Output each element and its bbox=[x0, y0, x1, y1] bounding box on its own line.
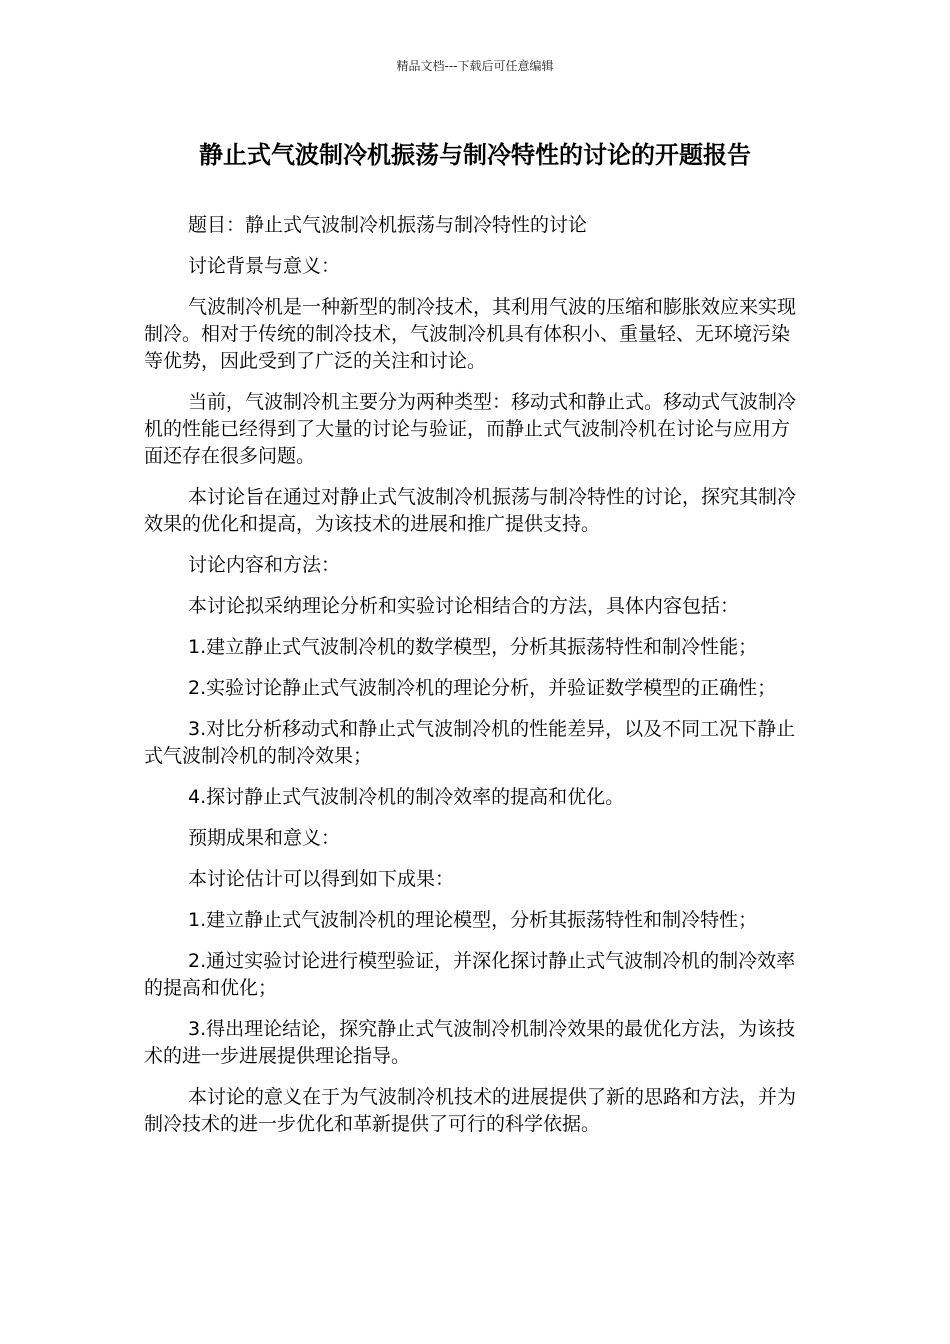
list-item: 3.对比分析移动式和静止式气波制冷机的性能差异，以及不同工况下静止式气波制冷机的制冷效果； bbox=[144, 718, 796, 767]
paragraph: 当前，气波制冷机主要分为两种类型：移动式和静止式。移动式气波制冷机的性能已经得到了大量的讨论与验证，而静止式气波制冷机在讨论与应用方面还存在很多问题。 bbox=[144, 391, 797, 467]
paragraph: 本讨论估计可以得到如下成果： bbox=[188, 868, 455, 890]
paragraph: 本讨论旨在通过对静止式气波制冷机振荡与制冷特性的讨论，探究其制冷效果的优化和提高，为该技术的进展和推广提供支持。 bbox=[144, 486, 797, 535]
list-item: 4.探讨静止式气波制冷机的制冷效率的提高和优化。 bbox=[188, 786, 625, 808]
list-item: 1.建立静止式气波制冷机的理论模型，分析其振荡特性和制冷特性； bbox=[188, 909, 758, 931]
header-note: 精品文档---下载后可任意编辑 bbox=[396, 59, 554, 73]
list-item: 2.实验讨论静止式气波制冷机的理论分析，并验证数学模型的正确性； bbox=[188, 677, 777, 699]
paragraph: 本讨论拟采纳理论分析和实验讨论相结合的方法，具体内容包括： bbox=[188, 595, 740, 617]
paragraph-topic: 题目：静止式气波制冷机振荡与制冷特性的讨论 bbox=[188, 214, 588, 236]
section-heading-background: 讨论背景与意义： bbox=[188, 255, 341, 277]
list-item: 3.得出理论结论，探究静止式气波制冷机制冷效果的最优化方法，为该技术的进一步进展提供理论指导。 bbox=[144, 1018, 796, 1067]
paragraph: 气波制冷机是一种新型的制冷技术，其利用气波的压缩和膨胀效应来实现制冷。相对于传统的制冷技术，气波制冷机具有体积小、重量轻、无环境污染等优势，因此受到了广泛的关注和讨论。 bbox=[144, 296, 797, 372]
document-body bbox=[144, 212, 806, 1152]
list-item: 1.建立静止式气波制冷机的数学模型，分析其振荡特性和制冷性能； bbox=[188, 636, 758, 658]
section-heading-content-method: 讨论内容和方法： bbox=[188, 554, 341, 576]
paragraph: 本讨论的意义在于为气波制冷机技术的进展提供了新的思路和方法，并为制冷技术的进一步优化和革新提供了可行的科学依据。 bbox=[144, 1086, 797, 1135]
list-item: 2.通过实验讨论进行模型验证，并深化探讨静止式气波制冷机的制冷效率的提高和优化； bbox=[144, 950, 796, 999]
document-title: 静止式气波制冷机振荡与制冷特性的讨论的开题报告 bbox=[199, 141, 751, 169]
section-heading-expected-results: 预期成果和意义： bbox=[188, 827, 341, 849]
